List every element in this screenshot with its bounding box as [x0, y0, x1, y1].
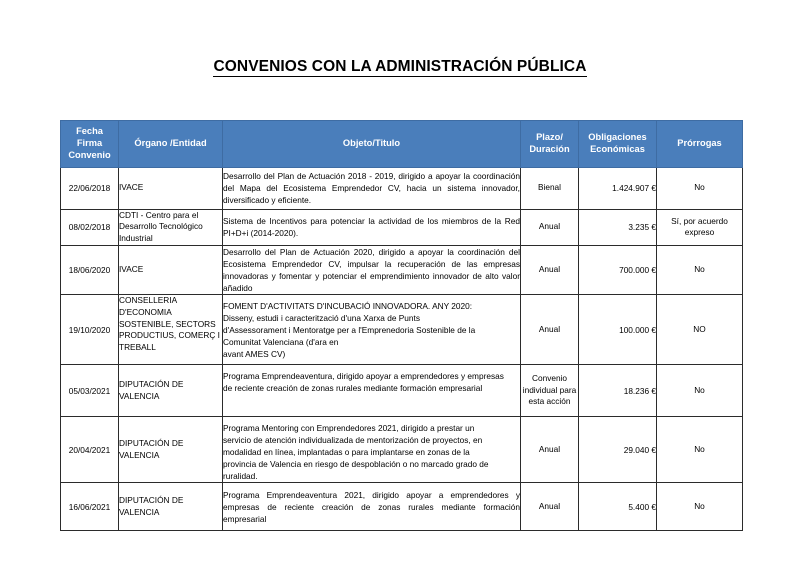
cell-fecha: 19/10/2020	[61, 295, 119, 365]
table-row	[61, 167, 743, 209]
objeto-line: provincia de Valencia en riesgo de despoblación o no marcado grado de	[223, 459, 489, 470]
cell-prorrogas: No	[657, 365, 743, 417]
column-header-prorrogas: Prórrogas	[657, 121, 743, 168]
convenios-table	[60, 120, 743, 531]
objeto-line: Disseny, estudi i caracterització d'una Xarxa de Punts	[223, 313, 420, 324]
cell-organo: DIPUTACIÓN DE VALENCIA	[119, 417, 223, 483]
objeto-line: Programa Mentoring con Emprendedores 2021, dirigido a prestar un	[223, 423, 475, 434]
objeto-line: Programa Emprendeaventura, dirigido apoyar a emprendedores y empresas	[223, 371, 504, 382]
cell-plazo: Bienal	[521, 167, 579, 209]
cell-fecha: 08/02/2018	[61, 209, 119, 245]
objeto-line: Comunitat Valenciana (d'ara en	[223, 337, 339, 348]
table-header-row	[61, 121, 743, 168]
cell-plazo: Anual	[521, 295, 579, 365]
objeto-line: FOMENT D'ACTIVITATS D'INCUBACIÓ INNOVADORA. ANY 2020:	[223, 301, 473, 312]
header-line-2: Económicas	[590, 143, 645, 154]
objeto-line: ruralidad.	[223, 471, 258, 482]
page-title-text: CONVENIOS CON LA ADMINISTRACIÓN PÚBLICA	[213, 58, 587, 75]
cell-objeto: Desarrollo del Plan de Actuación 2020, dirigido a apoyar la coordinación del Ecosistema Emprendedor CV, impulsar la recuperación de las empresas innovadoras y fomentar y potenciar el emprendimiento innovador de alto valor añadido	[223, 247, 520, 294]
cell-plazo: Anual	[521, 246, 579, 295]
header-line-1: Fecha	[76, 126, 103, 136]
cell-fecha: 05/03/2021	[61, 365, 119, 417]
cell-obligaciones: 3.235 €	[579, 209, 657, 245]
cell-prorrogas: No	[657, 483, 743, 531]
column-header-obligaciones-economicas	[579, 121, 657, 168]
cell-organo: IVACE	[119, 246, 223, 295]
cell-organo: IVACE	[119, 167, 223, 209]
cell-plazo: Convenio individual para esta acción	[521, 365, 579, 417]
cell-obligaciones: 100.000 €	[579, 295, 657, 365]
page-title	[0, 58, 800, 76]
cell-objeto	[223, 365, 521, 417]
table-row	[61, 209, 743, 245]
cell-obligaciones: 700.000 €	[579, 246, 657, 295]
cell-objeto: Sistema de Incentivos para potenciar la actividad de los miembros de la Red PI+D+i (2014-2020).	[223, 209, 521, 245]
cell-objeto: Desarrollo del Plan de Actuación 2018 - 2019, dirigido a apoyar la coordinación del Mapa del Ecosistema Emprendedor CV, hacia un sistema innovador, diversificado y eficiente.	[223, 167, 521, 209]
cell-objeto	[223, 417, 521, 483]
cell-fecha: 16/06/2021	[61, 483, 119, 531]
table-body	[61, 167, 743, 530]
header-line-1: Plazo/	[536, 131, 563, 142]
table-row	[61, 417, 743, 483]
cell-obligaciones: 18.236 €	[579, 365, 657, 417]
cell-organo: DIPUTACIÓN DE VALENCIA	[119, 483, 223, 531]
cell-prorrogas: No	[657, 246, 743, 295]
cell-fecha: 18/06/2020	[61, 246, 119, 295]
cell-plazo: Anual	[521, 483, 579, 531]
header-line-2: Firma	[76, 137, 103, 148]
cell-organo: CDTI - Centro para el Desarrollo Tecnológico Industrial	[119, 209, 223, 245]
cell-prorrogas: NO	[657, 295, 743, 365]
cell-plazo: Anual	[521, 209, 579, 245]
column-header-plazo-duracion	[521, 121, 579, 168]
objeto-line: servicio de atención individualizada de mentorización de proyectos, en	[223, 435, 483, 446]
cell-obligaciones: 5.400 €	[579, 483, 657, 531]
table-row	[61, 483, 743, 531]
header-line-1: Obligaciones	[588, 131, 647, 142]
table-row	[61, 295, 743, 365]
objeto-line: de reciente creación de zonas rurales mediante formación empresarial	[223, 383, 483, 394]
column-header-objeto-titulo: Objeto/Titulo	[223, 121, 521, 168]
column-header-fecha-firma-convenio	[61, 121, 119, 168]
cell-organo: CONSELLERIA D'ECONOMIA SOSTENIBLE, SECTORS PRODUCTIUS, COMERÇ I TREBALL	[119, 295, 223, 365]
cell-obligaciones: 1.424.907 €	[579, 167, 657, 209]
objeto-line: avant AMES CV)	[223, 349, 286, 360]
cell-prorrogas: No	[657, 167, 743, 209]
cell-plazo: Anual	[521, 417, 579, 483]
cell-fecha: 22/06/2018	[61, 167, 119, 209]
cell-prorrogas: No	[657, 417, 743, 483]
cell-organo: DIPUTACIÓN DE VALENCIA	[119, 365, 223, 417]
table-row	[61, 246, 743, 295]
cell-prorrogas: Sí, por acuerdo expreso	[657, 209, 743, 245]
cell-objeto: Programa Emprendeaventura 2021, dirigido apoyar a emprendedores y empresas de reciente creación de zonas rurales mediante formación empresarial	[223, 483, 521, 531]
table-row	[61, 365, 743, 417]
cell-objeto	[223, 295, 521, 365]
objeto-line: modalidad en línea, implantadas o para implantarse en zonas de la	[223, 447, 470, 458]
header-line-2: Duración	[529, 143, 570, 154]
objeto-line: d'Assessorament i Mentoratge per a l'Emprenedoria Sostenible de la	[223, 325, 476, 336]
header-line-3: Convenio	[68, 149, 111, 160]
column-header-organo-entidad: Órgano /Entidad	[119, 121, 223, 168]
cell-fecha: 20/04/2021	[61, 417, 119, 483]
cell-obligaciones: 29.040 €	[579, 417, 657, 483]
